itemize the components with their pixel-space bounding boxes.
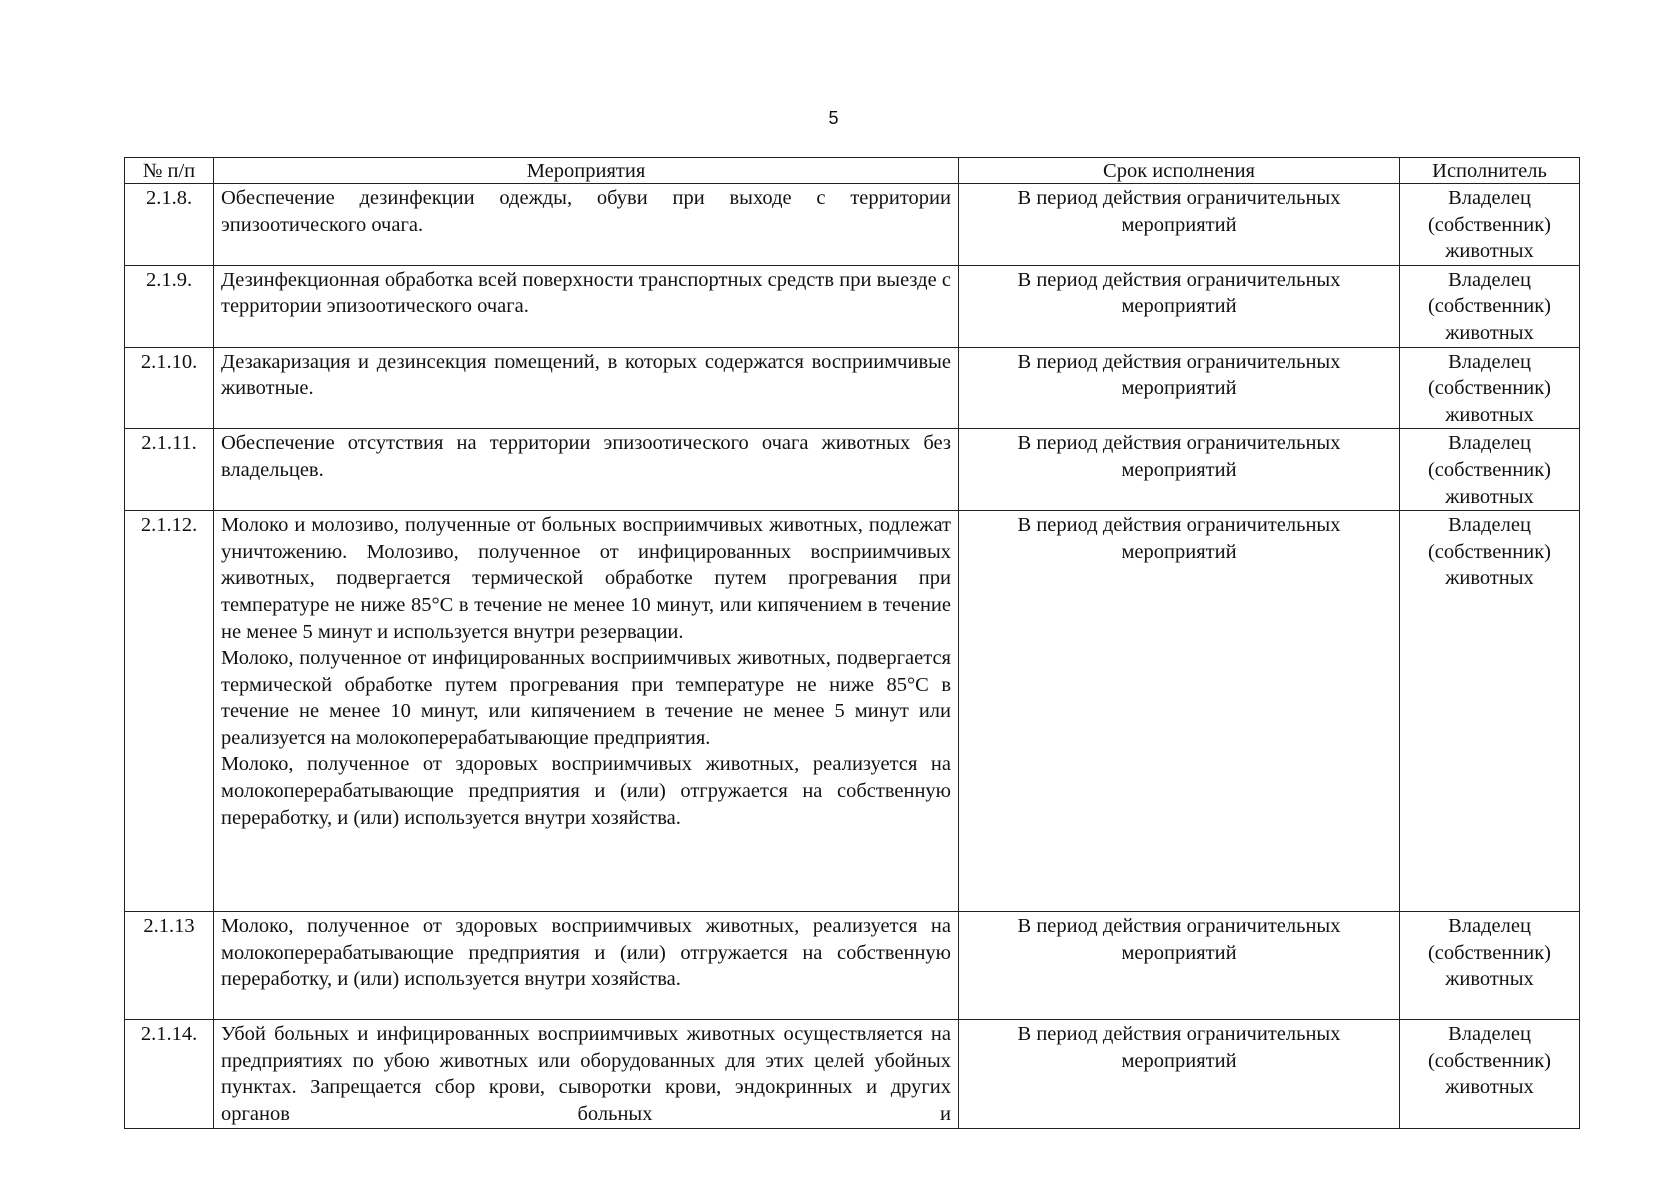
- measures-table: [124, 157, 1580, 1129]
- row-term: В период действия ограничительных мероприятий: [959, 1020, 1400, 1128]
- header-term: Срок исполнения: [959, 158, 1400, 184]
- table-row: [125, 1020, 1580, 1128]
- row-activity: [214, 347, 959, 429]
- table-row: [125, 347, 1580, 429]
- activity-text: Дезинфекционная обработка всей поверхности транспортных средств при выезде с территории эпизоотического очага.: [221, 268, 951, 318]
- row-number: 2.1.12.: [125, 511, 214, 912]
- row-number: 2.1.9.: [125, 265, 214, 347]
- activity-text: Молоко, полученное от здоровых восприимчивых животных, реализуется на молокоперерабатывающие предприятия и (или) отгружается на собственную переработку, и (или) используется внутри хозяйства.: [221, 915, 951, 991]
- row-executor: Владелец (собственник) животных: [1400, 1020, 1580, 1128]
- row-term: В период действия ограничительных мероприятий: [959, 265, 1400, 347]
- row-executor: Владелец (собственник) животных: [1400, 184, 1580, 266]
- row-activity: [214, 912, 959, 1020]
- header-number: № п/п: [125, 158, 214, 184]
- row-activity: [214, 1020, 959, 1128]
- activity-text: Обеспечение дезинфекции одежды, обуви при выходе с территории эпизоотического очага.: [221, 187, 951, 236]
- row-executor: Владелец (собственник) животных: [1400, 511, 1580, 912]
- row-executor: Владелец (собственник) животных: [1400, 265, 1580, 347]
- row-number: 2.1.10.: [125, 347, 214, 429]
- activity-text: Обеспечение отсутствия на территории эпизоотического очага животных без владельцев.: [221, 432, 951, 481]
- header-executor: Исполнитель: [1400, 158, 1580, 184]
- row-activity: [214, 265, 959, 347]
- row-number: 2.1.11.: [125, 429, 214, 511]
- activity-paragraph: Молоко, полученное от здоровых восприимчивых животных, реализуется на молокоперерабатывающие предприятия и (или) отгружается на собственную переработку, и (или) используется внутри хозяйства.: [221, 753, 951, 829]
- table-row: [125, 912, 1580, 1020]
- row-term: В период действия ограничительных мероприятий: [959, 511, 1400, 912]
- header-activity: Мероприятия: [214, 158, 959, 184]
- table-header-row: [125, 158, 1580, 184]
- row-number: 2.1.8.: [125, 184, 214, 266]
- row-number: 2.1.13: [125, 912, 214, 1020]
- activity-paragraph: Молоко и молозиво, полученные от больных восприимчивых животных, подлежат уничтожению. Молозиво, полученное от инфицированных восприимчивых животных, подвергается термической обработке путем прогревания при температуре не ниже 85°С в течение не менее 10 минут, или кипячением в течение не менее 5 минут и используется внутри резервации.: [221, 514, 951, 643]
- table-row: [125, 429, 1580, 511]
- table-row: [125, 265, 1580, 347]
- row-executor: Владелец (собственник) животных: [1400, 429, 1580, 511]
- activity-text: Убой больных и инфицированных восприимчивых животных осуществляется на предприятиях по убою животных или оборудованных для этих целей убойных пунктах. Запрещается сбор крови, сыворотки крови, эндокринных и других органов больных и: [221, 1023, 951, 1125]
- row-executor: Владелец (собственник) животных: [1400, 912, 1580, 1020]
- row-term: В период действия ограничительных мероприятий: [959, 429, 1400, 511]
- row-term: В период действия ограничительных мероприятий: [959, 912, 1400, 1020]
- table-row: [125, 511, 1580, 912]
- row-term: В период действия ограничительных мероприятий: [959, 347, 1400, 429]
- activity-text: Дезакаризация и дезинсекция помещений, в которых содержатся восприимчивые животные.: [221, 350, 951, 400]
- table-row: [125, 184, 1580, 266]
- activity-paragraph: Молоко, полученное от инфицированных восприимчивых животных, подвергается термической обработке путем прогревания при температуре не ниже 85°С в течение не менее 10 минут, или кипячением в течение не менее 5 минут или реализуется на молокоперерабатывающие предприятия.: [221, 647, 951, 749]
- row-number: 2.1.14.: [125, 1020, 214, 1128]
- row-activity: [214, 429, 959, 511]
- row-activity: [214, 511, 959, 912]
- page-number: 5: [828, 108, 839, 128]
- row-activity: [214, 184, 959, 266]
- row-term: В период действия ограничительных мероприятий: [959, 184, 1400, 266]
- row-executor: Владелец (собственник) животных: [1400, 347, 1580, 429]
